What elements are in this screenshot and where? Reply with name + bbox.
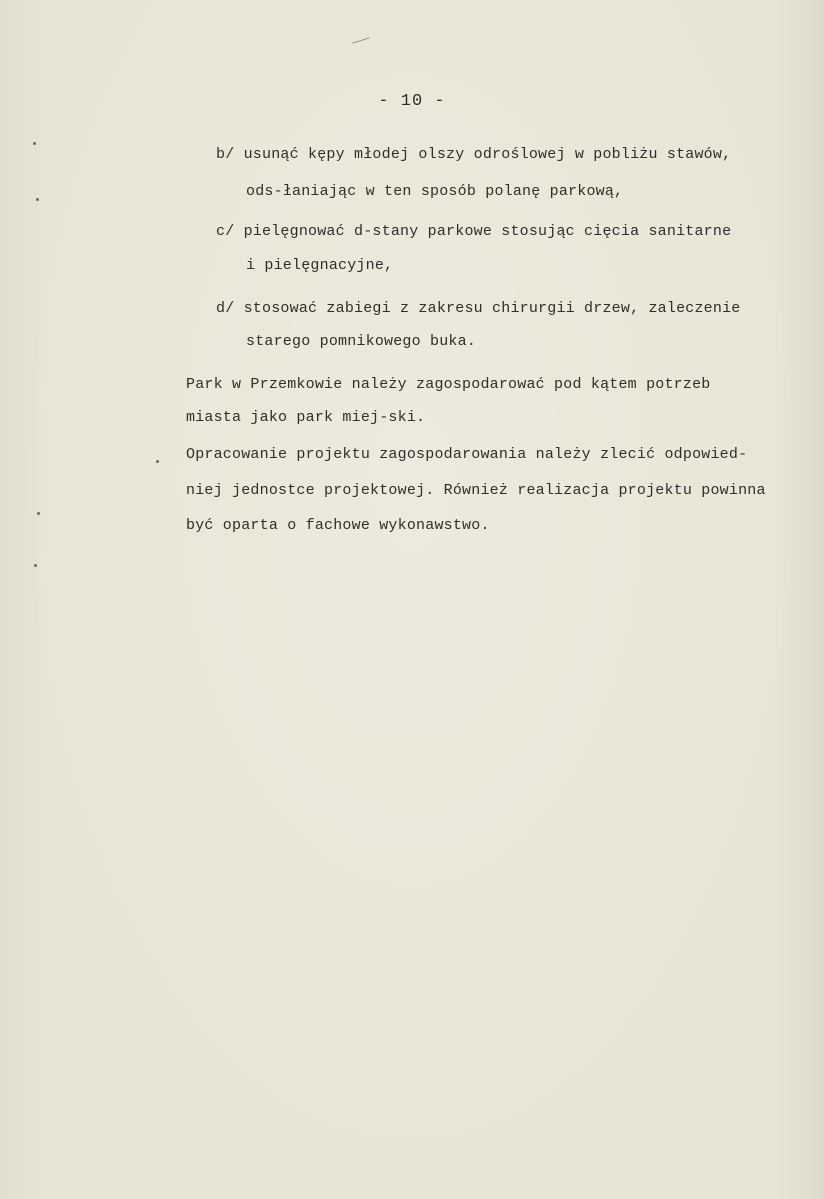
margin-speck [33, 142, 36, 145]
list-item-c-line-1: c/ pielęgnować d-stany parkowe stosując cięcia sanitarne [216, 223, 732, 240]
list-item-d-line-1: d/ stosować zabiegi z zakresu chirurgii drzew, zaleczenie [216, 300, 741, 317]
paragraph-2-line-1: Opracowanie projektu zagospodarowania należy zlecić odpowied- [186, 446, 748, 463]
margin-speck [34, 564, 37, 567]
list-item-b-line-2: ods-łaniając w ten sposób polanę parkową, [246, 183, 624, 200]
paragraph-2-line-2: niej jednostce projektowej. Również realizacja projektu powinna [186, 482, 766, 499]
list-item-b-line-1: b/ usunąć kępy młodej olszy odroślowej w pobliżu stawów, [216, 146, 732, 163]
list-item-c-line-2: i pielęgnacyjne, [246, 257, 394, 274]
page-number: - 10 - [378, 92, 446, 111]
margin-speck [156, 460, 159, 463]
margin-speck [36, 198, 39, 201]
paragraph-1-line-1: Park w Przemkowie należy zagospodarować pod kątem potrzeb [186, 376, 711, 393]
margin-speck [37, 512, 40, 515]
paragraph-2-line-3: być oparta o fachowe wykonawstwo. [186, 517, 490, 534]
pencil-mark [352, 37, 369, 44]
paragraph-1-line-2: miasta jako park miej-ski. [186, 409, 426, 426]
list-item-d-line-2: starego pomnikowego buka. [246, 333, 477, 350]
